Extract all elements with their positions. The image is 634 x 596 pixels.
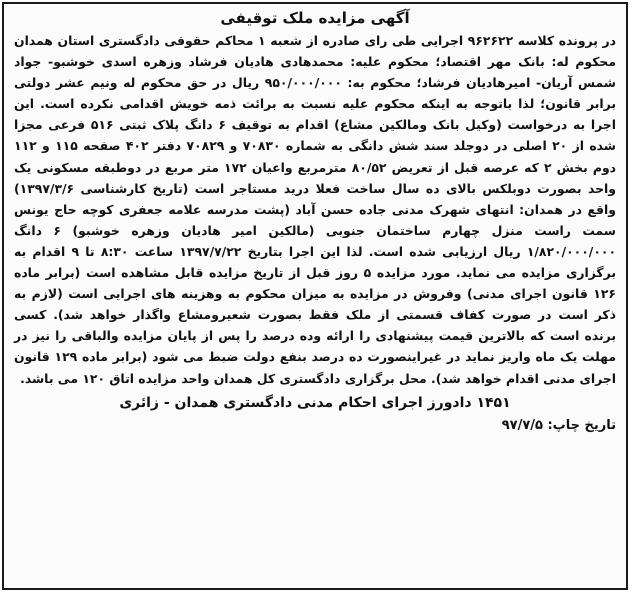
print-date: تاریخ چاپ: ۹۷/۷/۵	[501, 417, 616, 433]
notice-body: در پرونده کلاسه ۹۶۲۶۲۲ اجرایی طی رای صادره از شعبه ۱ محاکم حقوقی دادگستری استان همدان محکوم له: بانک مهر اقتصاد؛ محکوم علیه: محمدهادی هادیان فرشاد وزهره اسدی خوشبو- جواد شمس آریان- امیرهادیان فرشاد؛ محکوم به: ۹۵۰/۰۰۰/۰۰۰ ریال در حق محکوم له ونیم عشر دولتی برابر قانون؛ لذا باتوجه به اینکه محکوم علیه نسبت به برائت ذمه خویش اقدامی نکرده است. این اجرا به درخواست (وکیل بانک ومالکین مشاع) اقدام به توقیف ۶ دانگ پلاک ثبتی ۵۱۶ فرعی مجزا شده از ۲۰ اصلی در دوجلد سند شش دانگی به شماره ۷۰۸۳۰ و ۷۰۸۲۹ دفتر ۴۰۲ صفحه ۱۱۵ و ۱۱۲ دوم بخش ۲ که عرصه قبل از تعریض ۸۰/۵۲ مترمربع واعیان ۱۷۲ متر مربع در دوطبقه مسکونی یک واحد بصورت دوبلکس بالای ده سال ساخت فعلا درید مستاجر است (تاریخ کارشناسی ۱۳۹۷/۳/۶) واقع در همدان: انتهای شهرک مدنی جاده حسن آباد (پشت مدرسه علامه جعفری کوچه حاج یونس سمت راست منزل چهارم ساختمان جنوبی (مالکین امیر هادیان وزهره خوشبو) ۶ دانگ ۱/۸۲۰/۰۰۰/۰۰۰ ریال ارزیابی شده است. لذا این اجرا بتاریخ ۱۳۹۷/۷/۲۲ ساعت ۸:۳۰ تا ۹ اقدام به برگزاری مزایده می نماید. مورد مزایده ۵ روز قبل از تاریخ مزایده قابل مشاهده است (برابر ماده ۱۲۶ قانون اجرای مدنی) وفروش در مزایده به میزان محکوم به وهزینه های اجرایی است (لازم به ذکر است در صورت کفاف قسمتی از ملک فقط بصورت شعیرومشاع واگذار خواهد شد). کسی برنده است که بالاترین قیمت پیشنهادی را ارائه وده درصد را پس از پایان مزایده والباقی را نیز در مهلت یک ماه واریز نماید در غیراینصورت ده درصد بنفع دولت ضبط می شود (برابر ماده ۱۲۹ قانون اجرای مدنی اقدام خواهد شد). محل برگزاری دادگستری کل همدان واحد مزایده اتاق ۱۲۰ می باشد.	[14, 33, 617, 386]
auction-notice	[2, 2, 628, 590]
notice-content	[14, 8, 616, 437]
notice-signature: ۱۴۵۱ دادورز اجرای احکام مدنی دادگستری همدان - زائری	[119, 394, 511, 411]
notice-title: آگهی مزایده ملک توقیفی	[220, 9, 410, 27]
